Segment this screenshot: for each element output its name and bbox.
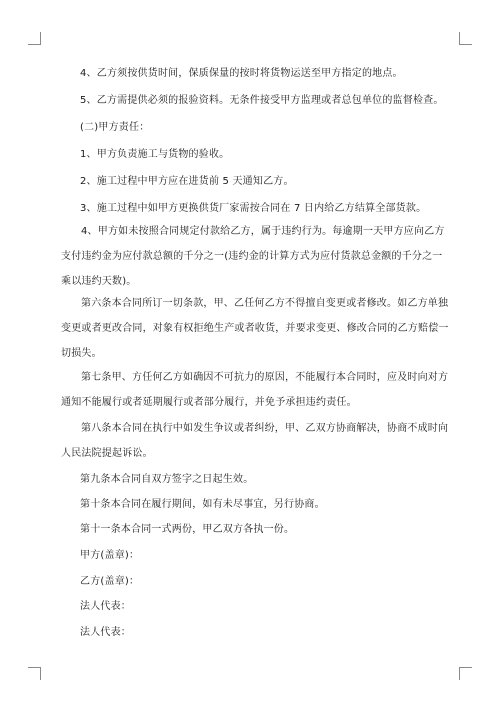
section-heading: (二)甲方责任： bbox=[80, 122, 150, 133]
paragraph: 第十条本合同在履行期间，如有未尽事宜，另行协商。 bbox=[80, 499, 325, 510]
crop-mark-top-left bbox=[28, 32, 41, 45]
paragraph: 第八条本合同在执行中如发生争议或者纠纷，甲、乙双方协商解决，协商不成时向人民法院提起诉讼。 bbox=[61, 423, 449, 459]
paragraph: 3、施工过程中如甲方更换供货厂家需按合同在 7 日内给乙方结算全部货款。 bbox=[80, 203, 427, 214]
paragraph: 第十一条本合同一式两份，甲乙双方各执一份。 bbox=[80, 524, 295, 535]
crop-mark-bottom-left bbox=[28, 667, 41, 680]
legal-representative: 法人代表： bbox=[80, 601, 131, 612]
crop-mark-top-right bbox=[459, 32, 472, 45]
paragraph: 4、乙方须按供货时间，保质保量的按时将货物运送至甲方指定的地点。 bbox=[80, 68, 403, 79]
paragraph: 5、乙方需提供必须的报验资料。无条件接受甲方监理或者总包单位的监督检查。 bbox=[80, 95, 444, 106]
legal-representative: 法人代表： bbox=[80, 627, 131, 638]
paragraph: 第七条甲、方任何乙方如确因不可抗力的原因，不能履行本合同时，应及时向对方通知不能履行或者延期履行或者部分履行，并免予承担违约责任。 bbox=[61, 372, 449, 408]
paragraph: 2、施工过程中甲方应在进货前 5 天通知乙方。 bbox=[80, 176, 294, 187]
signature-party-b: 乙方(盖章)： bbox=[80, 576, 140, 587]
paragraph: 1、甲方负责施工与货物的验收。 bbox=[80, 149, 230, 160]
paragraph: 4、甲方如未按照合同规定付款给乙方，属于违约行为。每逾期一天甲方应向乙方支付违约金为应付款总额的千分之一(违约金的计算方式为应付货款总金额的千分之一乘以违约天数)。 bbox=[61, 226, 445, 287]
signature-party-a: 甲方(盖章)： bbox=[80, 550, 140, 561]
crop-mark-bottom-right bbox=[459, 667, 472, 680]
paragraph: 第九条本合同自双方签字之日起生效。 bbox=[80, 474, 254, 485]
paragraph: 第六条本合同所订一切条款，甲、乙任何乙方不得擅自变更或者修改。如乙方单独变更或者更改合同，对象有权拒绝生产或者收货，并要求变更、修改合同的乙方赔偿一切损失。 bbox=[61, 298, 449, 359]
